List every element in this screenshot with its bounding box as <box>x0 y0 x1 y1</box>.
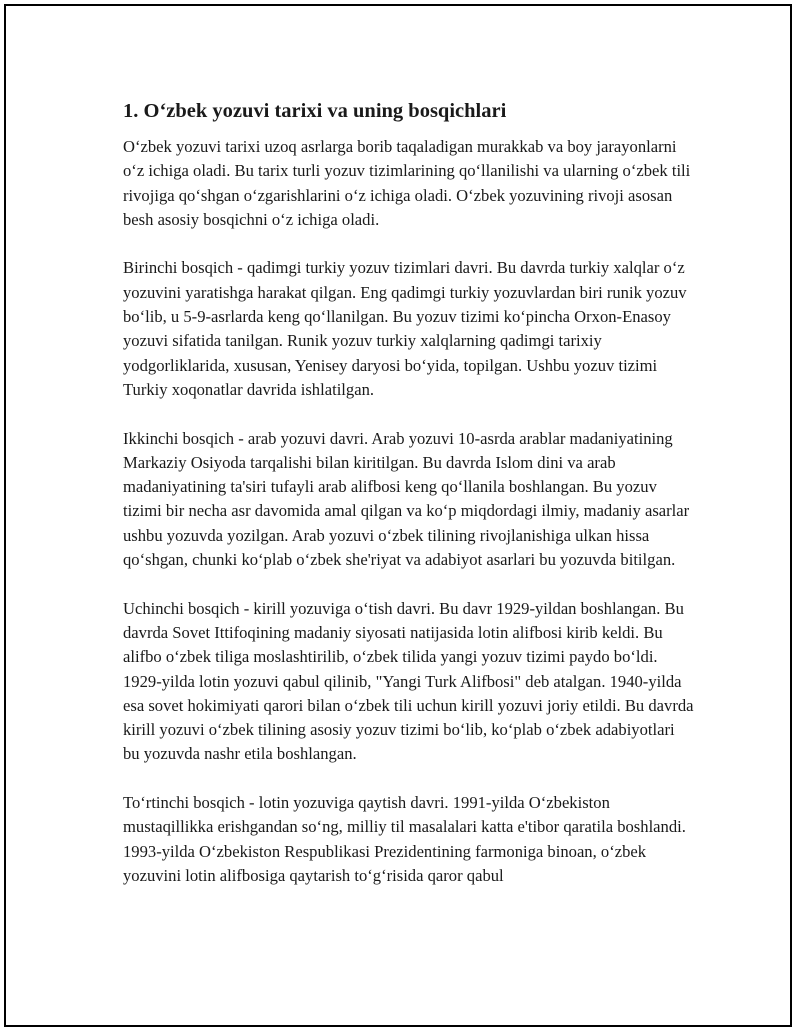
document-title: 1. O‘zbek yozuvi tarixi va uning bosqichlari <box>123 100 507 122</box>
paragraph-intro: O‘zbek yozuvi tarixi uzoq asrlarga borib taqaladigan murakkab va boy jarayonlarni o‘z ichiga oladi. Bu tarix turli yozuv tizimlarining qo‘llanilishi va ularning o‘zbek tili rivojiga qo‘shgan o‘zgarishlarini o‘z ichiga oladi. O‘zbek yozuvining rivoji asosan besh asosiy bosqichni o‘z ichiga oladi. <box>123 137 691 229</box>
document-page <box>4 4 792 1027</box>
paragraph-stage-2: Ikkinchi bosqich - arab yozuvi davri. Arab yozuvi 10-asrda arablar madaniyatining Markaziy Osiyoda tarqalishi bilan kiritilgan. Bu davrda Islom dini va arab madaniyatining ta'siri tufayli arab alifbosi keng qo‘llanila boshlangan. Bu yozuv tizimi bir necha asr davomida amal qilgan va ko‘p miqdordagi ilmiy, madaniy asarlar ushbu yozuvda yozilgan. Arab yozuvi o‘zbek tilining rivojlanishiga ulkan hissa qo‘shgan, chunki ko‘plab o‘zbek she'riyat va adabiyot asarlari bu yozuvda bitilgan. <box>123 428 690 570</box>
paragraph-stage-1: Birinchi bosqich - qadimgi turkiy yozuv tizimlari davri. Bu davrda turkiy xalqlar o‘z yozuvini yaratishga harakat qilgan. Eng qadimgi turkiy yozuvlardan biri runik yozuv bo‘lib, u 5-9-asrlarda keng qo‘llanilgan. Bu yozuv tizimi ko‘pincha Orxon-Enasoy yozuvi sifatida tanilgan. Runik yozuv turkiy xalqlarning qadimgi tarixiy yodgorliklarida, xususan, Yenisey daryosi bo‘yida, topilgan. Ushbu yozuv tizimi Turkiy xoqonatlar davrida ishlatilgan. <box>123 258 687 399</box>
paragraph-stage-3: Uchinchi bosqich - kirill yozuviga o‘tish davri. Bu davr 1929-yildan boshlangan. Bu davrda Sovet Ittifoqining madaniy siyosati natijasida lotin alifbosi kirib keldi. Bu alifbo o‘zbek tiliga moslashtirilib, o‘zbek tilida yangi yozuv tizimi paydo bo‘ldi. 1929-yilda lotin yozuvi qabul qilinib, "Yangi Turk Alifbosi" deb atalgan. 1940-yilda esa sovet hokimiyati qarori bilan o‘zbek tili uchun kirill yozuvi joriy etildi. Bu davrda kirill yozuvi o‘zbek tilining asosiy yozuv tizimi bo‘lib, ko‘plab o‘zbek adabiyotlari bu yozuvda nashr etila boshlangan. <box>123 598 694 764</box>
document-body <box>120 98 695 913</box>
paragraph-stage-4: To‘rtinchi bosqich - lotin yozuviga qaytish davri. 1991-yilda O‘zbekiston mustaqillikka erishgandan so‘ng, milliy til masalalari katta e'tibor qaratila boshlandi. 1993-yilda O‘zbekiston Respublikasi Prezidentining farmoniga binoan, o‘zbek yozuvini lotin alifbosiga qaytarish to‘g‘risida qaror qabul <box>123 793 686 885</box>
